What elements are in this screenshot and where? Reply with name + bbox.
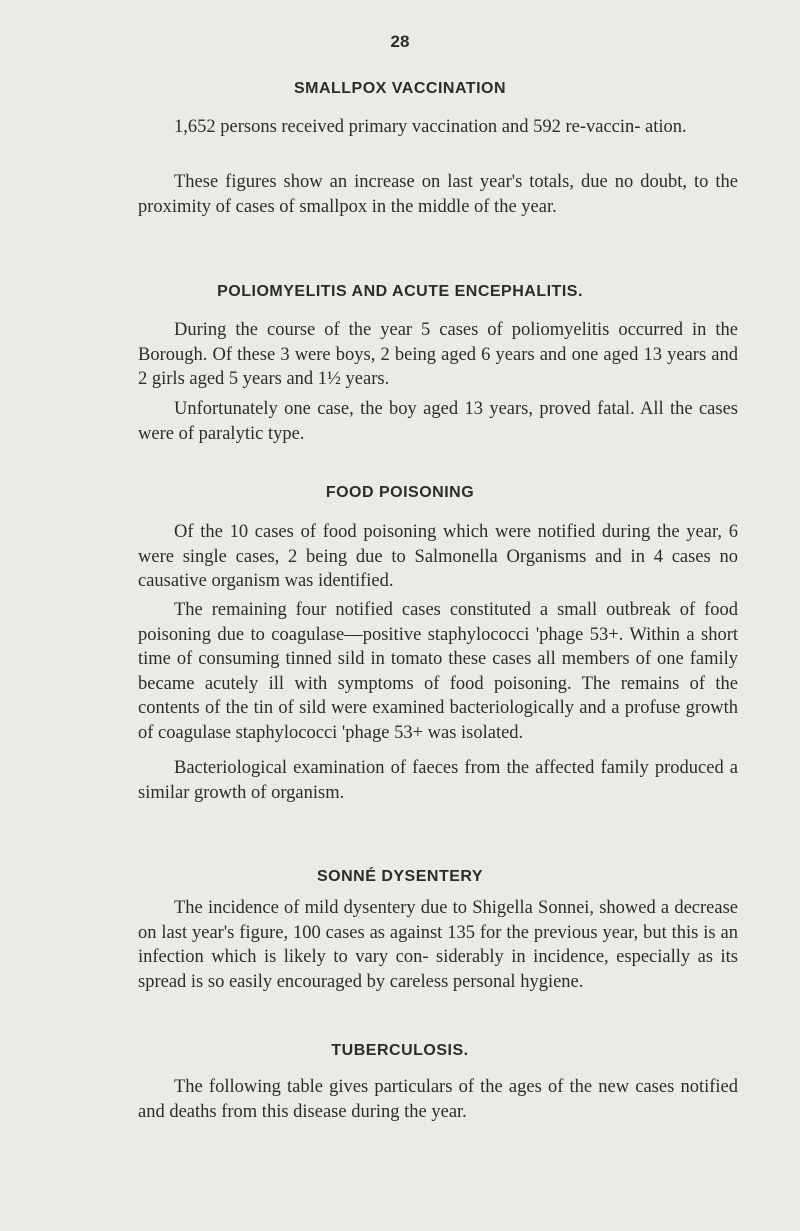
section-heading-tuberculosis: TUBERCULOSIS.	[331, 1042, 469, 1059]
paragraph-poliomyelitis-1: During the course of the year 5 cases of poliomyelitis occurred in the Borough. Of these 3 were boys, 2 being aged 6 years and one aged 13 years and 2 girls aged 5 years and 1½ years.	[138, 320, 738, 389]
paragraph-smallpox-2: These figures show an increase on last year's totals, due no doubt, to the proximity of cases of smallpox in the middle of the year.	[138, 172, 738, 217]
section-heading-smallpox-vaccination: SMALLPOX VACCINATION	[293, 80, 507, 97]
section-heading-food-poisoning: FOOD POISONING	[325, 484, 475, 501]
section-heading-poliomyelitis: POLIOMYELITIS AND ACUTE ENCEPHALITIS.	[217, 283, 583, 300]
paragraph-food-poisoning-1: Of the 10 cases of food poisoning which were notified during the year, 6 were single cases, 2 being due to Salmonella Organisms and in 4 cases no causative organism was identified.	[138, 522, 738, 591]
paragraph-sonne-dysentery-1: The incidence of mild dysentery due to Shigella Sonnei, showed a decrease on last year's figure, 100 cases as against 135 for the previous year, but this is an infection which is likely to vary con- siderably in incidence, especially as its spread is so easily encouraged by careless personal hygiene.	[138, 898, 738, 992]
paragraph-food-poisoning-3: Bacteriological examination of faeces from the affected family produced a similar growth of organism.	[138, 758, 738, 803]
paragraph-poliomyelitis-2: Unfortunately one case, the boy aged 13 years, proved fatal. All the cases were of paralytic type.	[138, 399, 738, 444]
paragraph-smallpox-1: 1,652 persons received primary vaccination and 592 re-vaccin- ation.	[174, 117, 687, 137]
paragraph-tuberculosis-1: The following table gives particulars of the ages of the new cases notified and deaths from this disease during the year.	[138, 1077, 738, 1122]
section-heading-sonne-dysentery: SONNÉ DYSENTERY	[316, 868, 484, 885]
page-number: 28	[390, 32, 410, 51]
paragraph-food-poisoning-2: The remaining four notified cases constituted a small outbreak of food poisoning due to coagulase—positive staphylococci 'phage 53+. Within a short time of consuming tinned sild in tomato these cases all members of one family became acutely ill with symptoms of food poisoning. The remains of the contents of the tin of sild were examined bacteriologically and a profuse growth of coagulase staphylococci 'phage 53+ was isolated.	[138, 600, 738, 743]
